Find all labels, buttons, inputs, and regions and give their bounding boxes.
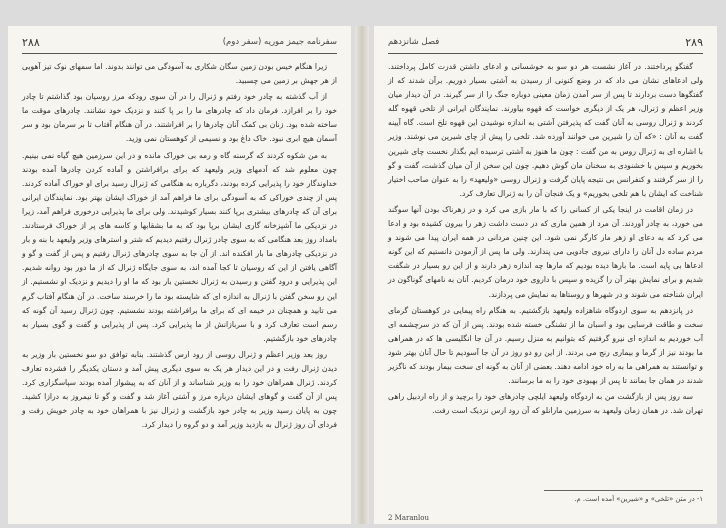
- right-page-number: ۲۸۹: [685, 35, 703, 49]
- left-page-number: ۲۸۸: [22, 35, 40, 49]
- right-paragraph: گفتگو پرداختند. در آغاز نشست هر دو سو به خوشسانی و ادعای داشتن قدرت کامل پرداختند. ولی ادعاهای نشان می داد که در وضع کنونی از رسیدن به آشتی بسیار دوریم. برآن شدند که از گفتگوها دست بردارند تا پس از سر آمدن زمان معینی دوباره جنگ را از سر گیرند. در آن دیدار میان وزیر اعظم و ژنرال، هر یک از دیگری خواست که قهوه بیاورند. نمایندگان ایرانی از تلخی قهوه گله کردند و ژنرال روسی به آنان گفت که پذیرفتن آشتی به اندازه نوشیدن این قهوه تلخ است. گاه آیینه گفت به آنان : «که آن را شیرین می خوانند آورده شد. تلخی را پیش از چای شیرین می نوشند. وزیر با اشاره ای به ژنرال روس به من گفت : چون ما هنوز به آشتی ترسیده ایم بگذار نخست چای شیرین بخوریم و سپس با خشنودی به سخنان مان گوش دهیم. چون این سخن از آن میان گذشت، گفت و گو را از سر گرفتند و کنفرانس بی نتیجه پایان گرفت و ژنرال روسی «ولیعهد» را به عنوان صاحب اختیار شناخت که ایشان با هم تلخی بخوریم» و یک فنجان آن را به ژنرال تعارف کرد.: [388, 62, 703, 198]
- right-running-head: فصل شانزدهم: [388, 37, 440, 47]
- book-spine: [355, 26, 369, 524]
- footnote-latin: 2 Maranlou: [388, 514, 430, 522]
- left-page-header: [22, 34, 337, 50]
- right-page-header: [388, 34, 703, 50]
- left-paragraph: زیرا هنگام خیس بودن زمین سگان شکاری به آسودگی می توانند بدوند. اما سمهای نوک تیز آهویی از هر جهش بر زمین می چسبید.: [22, 62, 337, 86]
- left-body-text: [22, 60, 337, 434]
- left-running-head: سفرنامه جیمز موریه (سفر دوم): [222, 37, 337, 47]
- left-page: [8, 26, 351, 524]
- left-paragraph: روز بعد وزیر اعظم و ژنرال روسی از رود ارس گذشتند. بنابه توافق دو سو نخستین بار وزیر به دیدن ژنرال رفت و در این دیدار هر یک به سوی دیگری پیش آمد و دستان یکدیگر را فشرده تعارف کردند. ژنرال همراهان خود را به وزیر شناساند و از آنان که به پیشواز آمده بودند سپاسگزاری کرد. پس از آن گفت و گوهای ایشان درباره مرز و آشتی آغاز شد و گفت و گو تا نیمروز به درازا کشید. چون به پایان رسید وزیر به چادر خود بازگشت و ژنرال نیز با همراهان خود به چادر خویش رفت و فردای آن روز ژنرال به بازدید وزیر آمد و دو گروه را دیدار کرد.: [22, 349, 337, 430]
- footnote-rule: [544, 490, 703, 491]
- right-paragraph: در پانزدهم به سوی اردوگاه شاهزاده ولیعهد بازگشتیم. به هنگام راه پیمایی در کوهستان گرمای سخت و طاقت فرسایی بود و اسبان ما از تشنگی خسته شده بودند. پس از آن که در سرچشمه ای آب خوردیم به اندازه ای نیرو گرفتیم که بتوانیم به منزل رسیم. در آن جا انگلیسی ها که در همراهی ما بودند نیز از گرما و بیماری رنج می بردند. از این رو دو روز در آن جا آسودیم تا حال آنان بهتر شود و توانستند به همراهی ما به راه خود ادامه دهند. بعضی از آنان به گونه ای سخت بیمار بودند که ناگزیر شدند در همان جا بمانند تا پس از بهبودی خود را به ما برسانند.: [388, 305, 703, 386]
- left-paragraph: از آب گذشته به چادر خود رفتم و ژنرال را در آن سوی رودکه مرز روسیان بود گذاشتم تا چادر خود را بر افرازد. فرمان داد که چادرهای ما را بر پا کنند و نزدیک خود نشانند. چادرهای موقت ما ساخته شده بود. زنان بی کمک آنان چادرها را بر افراشتند. در آن هنگام آفتاب تا بر سرمان بود و سر آسمان هیچ ابری نبود. خاک داغ بود و نسیمی از کوهستان نمی وزید.: [22, 92, 337, 144]
- left-paragraph: به من شکوه کردند که گرسنه گاه و رمه بی خوراک مانده و در این سرزمین هیچ گیاه نمی بینیم. چون معلوم شد که آدمهای وزیر ولیعهد که برای برافراشتن و آماده کردن چادرها آمده بودند خداوندگار خود را پذیرایی کرده بودند، دگرباره به هنگامی که ژنرال رسید برای او خوراک آماده کردند. پس از چندی خوراکی که به آسودگی برای ما فراهم آمد از خوراک ایشان بهتر بود. نمایندگان ایرانی برای آن که چادرهای بیشتری برپا کنند بسیار کوشیدند. ولی برای ما پذیرایی درخوری فراهم آمد، زیرا در نزدیکی ما آشپزخانه گاری ایشان برپا بود که به ما بشقابها و کاسه های پر از خوراک فرستادند. بامداد روز بعد هنگامی که به سوی چادر ژنرال رفتیم دیدیم که شتر و استرهای وزیر ولیعهد با بنه و بار در نزدیکی چادرهای ما بار افکنده اند. از آن جا به سوی چادرهای ژنرال رفتیم و پس از گفت و گو و آگاهی یافتن از این که روسیان تا کجا آمده اند، به سوی جایگاه ژنرال که از ما دور بود روانه شدیم. این پذیرایی و درود گفتن و رسیدن به ژنرال نخستین بار بود که ما او را دیدیم و نزدیک او نشستیم. از این رو سخن گفتن با ژنرال به اندازه ای که شایسته بود ما را خرسند ساخت. در آن هنگام آفتاب گرم می تابید و همچنان در خیمه ای که برای ما برافراشته بودند نشستیم. چون ژنرال رسید آن گونه که رسم است تعارف کرد و با سربازانش از ما پذیرایی کرد. پس از پذیرایی و گفت و گوی بسیار به چادرهای خود بازگشتیم.: [22, 150, 337, 343]
- left-header-rule: [22, 53, 337, 54]
- footnote: ۱- در متن «تلخی» و «شیرین» آمده است. م.: [574, 495, 703, 503]
- right-page: [374, 26, 717, 524]
- right-paragraph: سه روز پس از بازگشت من به اردوگاه ولیعهد ایلچی چادرهای خود را برچید و از راه اردبیل راهی تهران شد. در همان زمان ولیعهد به سرزمین مارانلو که آن رود ارس نزدیک است رفت.: [388, 392, 703, 416]
- right-paragraph: در زمان اقامت در اینجا یکی از کسانی را که با مار بازی می کرد و در زهرناک بودن آنها سوگند می خورد، به چادر آوردند. آن مرد از همین ماری که در دست داشت زهر را بیرون کشیده بود و ادعا می کرد که به دعای او زهر مار کارگر نمی شود. این چنین مردانی در همه ایران پیدا می شوند و مردم ساده دل آنان را دارای نیروی جادویی می پندارند. ولی ما پس از آزمودن دانستیم که این گونه ادعاها بی پایه است. ما بارها دیده بودیم که مارها چه اندازه زهر دارند و از این رو بسیار در شگفت شدیم و برای نمایش بهتر آن را گزیده و سپس با داروی خود درمان کردیم. آنان به نامهای گوناگون در ایران شناخته می شوند و در شهرها و روستاها به نمایش می پردازند.: [388, 204, 703, 299]
- right-body-text: [388, 60, 703, 420]
- right-header-rule: [388, 53, 703, 54]
